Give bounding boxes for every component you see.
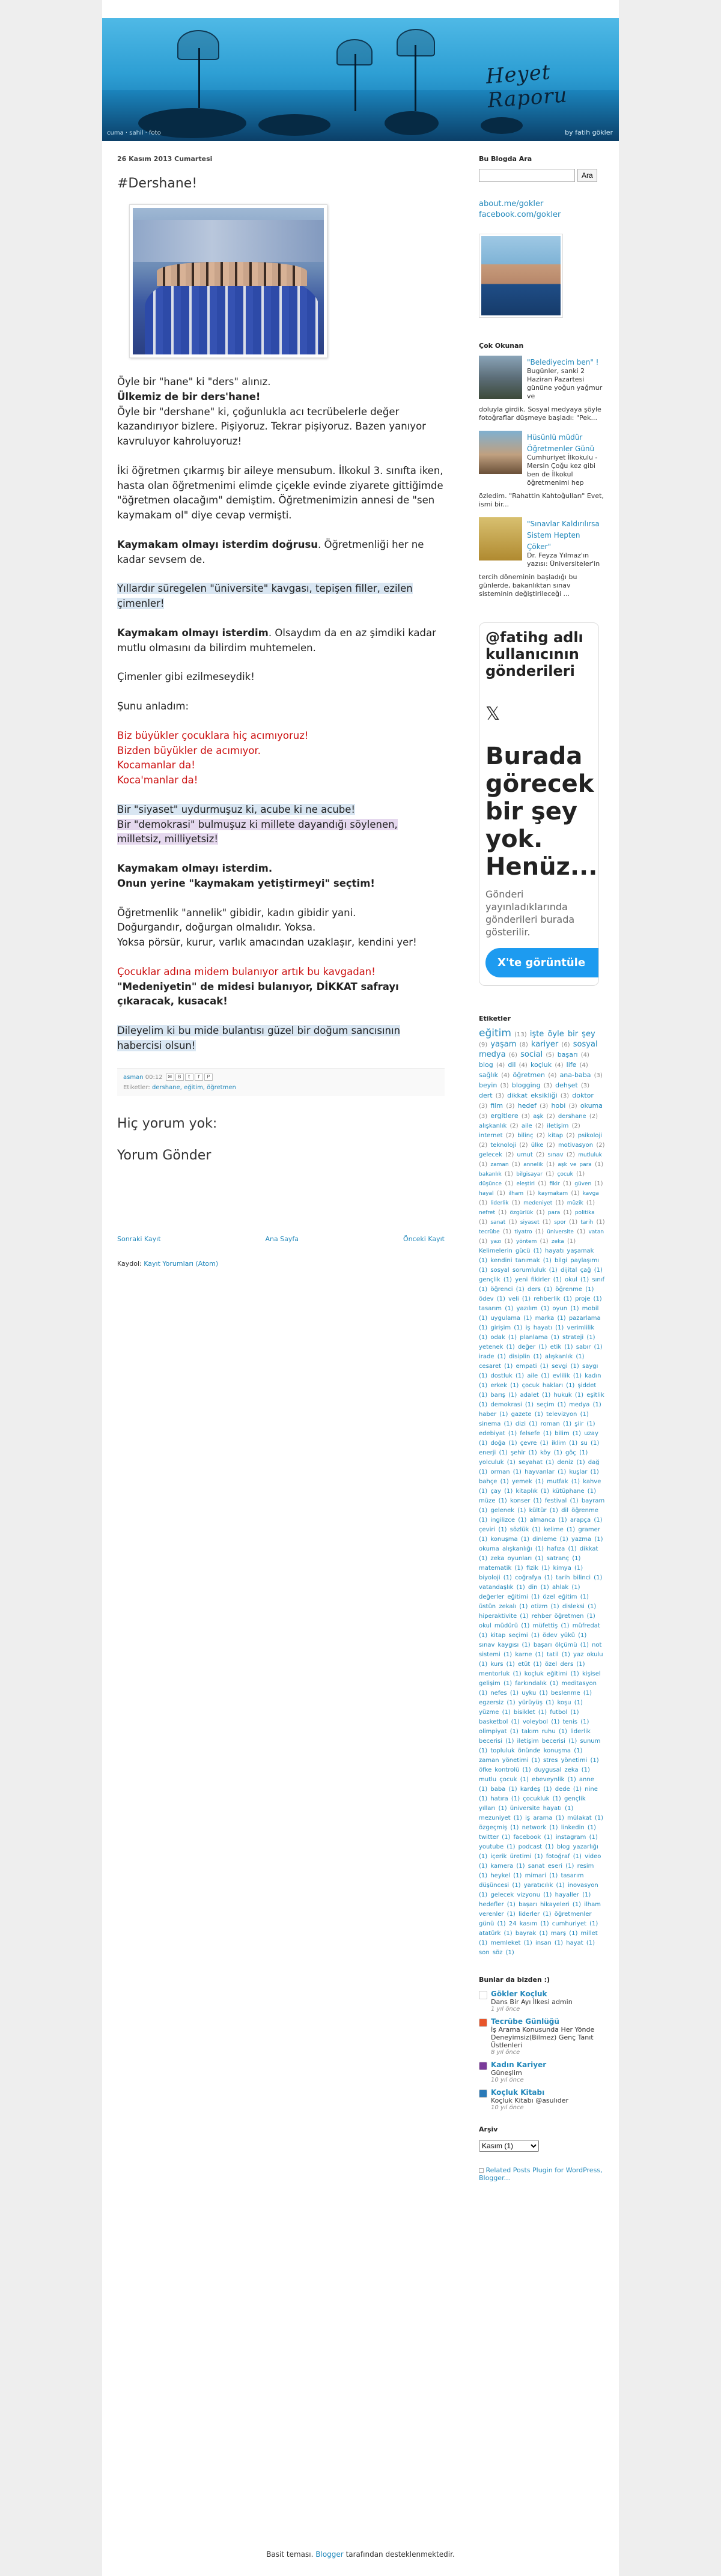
label-link[interactable]: okuma xyxy=(580,1102,603,1110)
label-count: (1) xyxy=(546,1161,555,1168)
paragraph xyxy=(117,861,445,892)
blog-updated: 10 yıl önce xyxy=(491,2104,524,2111)
paragraph: İki öğretmen çıkarmış bir aileye mensubum. İlkokul 3. sınıfta iken, hasta olan öğretmenimi elimde çiçekle evinde ziyarete gittiğimde "öğretmen olacağım" demiştim. Öğretmenimizin annesi de "sen kaymakam ol" diye cevap vermişti. xyxy=(117,464,443,521)
post-author-link[interactable]: asman xyxy=(123,1074,144,1081)
label-link[interactable]: film xyxy=(490,1102,503,1110)
popular-posts-title: Çok Okunan xyxy=(479,342,524,350)
label-count: (13) xyxy=(514,1031,527,1038)
popular-post-thumbnail[interactable] xyxy=(479,356,522,399)
post-footer xyxy=(117,1068,445,1096)
page xyxy=(102,0,619,2576)
label-count: (1) xyxy=(563,1209,572,1216)
x-timeline-title[interactable]: @fatihg adlı kullanıcının gönderileri xyxy=(485,629,583,679)
bold-text: Onun yerine "kaymakam yetiştirmeyi" seçtim! xyxy=(117,877,375,889)
blog-favicon-icon xyxy=(479,2019,487,2027)
label-count: (1) xyxy=(496,1190,505,1197)
label-link[interactable]: umut xyxy=(517,1152,533,1158)
label-count: (1) xyxy=(479,1238,488,1245)
blog-header[interactable] xyxy=(102,18,619,141)
comments-heading xyxy=(117,1116,445,1163)
home-link[interactable]: Ana Sayfa xyxy=(265,1235,299,1243)
label-count: (3) xyxy=(568,1103,577,1110)
blog-favicon-icon xyxy=(479,2062,487,2070)
label-link[interactable]: nefret xyxy=(479,1210,495,1216)
label-link[interactable]: dert xyxy=(479,1092,493,1099)
label-link[interactable]: tiyatro xyxy=(514,1229,532,1235)
label-link[interactable]: dehşet xyxy=(555,1081,578,1089)
blog-title[interactable]: Heyet Raporu xyxy=(485,60,568,113)
label-count: (1) xyxy=(504,1238,513,1245)
post-meta xyxy=(123,1074,439,1081)
label-count: (4) xyxy=(548,1072,557,1079)
post-title: #Dershane! xyxy=(117,176,198,191)
label-link[interactable]: yaşam xyxy=(490,1040,517,1049)
label-link[interactable]: zeka xyxy=(551,1239,564,1245)
label-count: (2) xyxy=(566,1152,576,1158)
main-column xyxy=(117,155,445,1268)
subscribe-line xyxy=(117,1260,445,1268)
blog-favicon-icon xyxy=(479,2089,487,2098)
label-link[interactable]: tecrübe xyxy=(479,1229,500,1235)
blog-list-item xyxy=(479,2088,605,2111)
label-link[interactable]: işte öyle bir şey xyxy=(529,1030,595,1039)
label-link[interactable]: siyaset xyxy=(520,1220,540,1226)
popular-post-thumbnail[interactable] xyxy=(479,431,522,474)
label-link[interactable]: sosyal medya xyxy=(479,1040,598,1059)
text: . Olsaydım da en az şimdiki kadar mutlu olmasını da bilirdim muhtemelen. xyxy=(117,627,436,654)
blog-latest-post[interactable]: Güneşlim xyxy=(491,2069,522,2077)
blog-list-item xyxy=(479,1990,605,2012)
post-body xyxy=(117,375,445,1054)
text: Öyle bir "hane" ki "ders" alınız. xyxy=(117,376,271,387)
paragraph xyxy=(117,538,445,568)
label-count: (1) xyxy=(498,1209,507,1216)
label-link[interactable]: sınav xyxy=(547,1152,564,1158)
x-view-button[interactable]: X'te görüntüle xyxy=(485,948,599,977)
label-count: (3) xyxy=(500,1083,509,1089)
highlighted-text: Bir "demokrasi" bulmuşuz ki millete dayandığı söylenen, milletsiz, milliyetsiz! xyxy=(117,818,398,845)
facebook-link[interactable]: facebook.com/gokler xyxy=(479,210,561,219)
label-count: (1) xyxy=(596,1219,605,1226)
paragraph xyxy=(117,375,445,449)
popular-post xyxy=(479,517,605,568)
popular-post-title[interactable]: "Belediyecim ben" ! xyxy=(527,358,599,366)
header-rock xyxy=(385,111,439,135)
blog-description: by fatih gökler xyxy=(565,129,613,136)
label-link[interactable]: spor xyxy=(554,1220,566,1226)
label-count: (1) xyxy=(562,1180,572,1187)
label-link[interactable]: doktor xyxy=(572,1092,594,1099)
older-post-link[interactable]: Önceki Kayıt xyxy=(403,1235,445,1243)
highlighted-text: Dileyelim ki bu mide bulantısı güzel bir doğum sancısının habercisi olsun! xyxy=(117,1025,401,1051)
red-line: Bizden büyükler de acımıyor. xyxy=(117,744,261,756)
label-count: (1) xyxy=(479,1219,488,1226)
text: Yoksa pörsür, kurur, varlık amacından uzaklaşır, kendini yer! xyxy=(117,937,417,948)
label-count: (2) xyxy=(510,1123,519,1129)
paragraph xyxy=(117,582,445,612)
label-count: (2) xyxy=(479,1142,488,1149)
related-posts-link[interactable]: Related Posts Plugin for WordPress, Blogger... xyxy=(479,2166,603,2182)
post-time[interactable]: 00:12 xyxy=(145,1074,163,1081)
twitter-share-icon[interactable]: t xyxy=(185,1074,193,1081)
highlighted-text: Yıllardır süregelen "üniversite" kavgası, tepişen filler, ezilen çimenler! xyxy=(117,583,413,609)
label-link[interactable]: eleştiri xyxy=(516,1181,535,1187)
label-count: (4) xyxy=(579,1062,588,1069)
popular-post-text xyxy=(527,431,605,487)
blog-pager xyxy=(117,1235,445,1243)
archive-select[interactable] xyxy=(479,2140,539,2152)
paragraph xyxy=(117,803,445,847)
label-count: (1) xyxy=(586,1200,595,1206)
popular-post xyxy=(479,431,605,487)
x-logo-icon: 𝕏 xyxy=(485,703,500,724)
label-link[interactable]: iletişim xyxy=(547,1123,569,1129)
label-link[interactable]: dikkat eksikliği xyxy=(507,1092,558,1099)
label-count: (2) xyxy=(571,1123,580,1129)
text: . Öğretmenliği her ne kadar sevsem de. xyxy=(117,538,424,565)
header-rock xyxy=(481,117,523,134)
label-link[interactable]: medeniyet xyxy=(523,1200,553,1206)
x-empty-text: Gönderi yayınladıklarında gönderileri burada gösterilir. xyxy=(485,889,575,938)
label-count: (2) xyxy=(596,1142,605,1149)
blog-list-item xyxy=(479,2061,605,2083)
popular-post-snippet-rest: doluyla girdik. Sosyal medyaya şöyle fotoğraflar düşmeye başladı: "Pek... xyxy=(479,406,601,422)
label-link[interactable]: çocuk xyxy=(557,1171,573,1177)
label-link[interactable]: blogging xyxy=(511,1081,541,1089)
label-count: (3) xyxy=(594,1072,603,1079)
label-count: (2) xyxy=(505,1132,514,1139)
post-comment-heading: Yorum Gönder xyxy=(117,1147,211,1163)
blog-list-text xyxy=(491,2017,605,2056)
label-link[interactable]: teknoloji xyxy=(490,1142,517,1149)
facebook-share-icon[interactable]: f xyxy=(195,1074,203,1081)
label-count: (1) xyxy=(526,1190,535,1197)
related-posts-widget xyxy=(479,2166,605,2182)
label-count: (2) xyxy=(546,1113,555,1120)
blog-list-text xyxy=(491,1990,573,2012)
blog-favicon-icon xyxy=(479,1991,487,1999)
label-count: (3) xyxy=(479,1113,488,1120)
label-link[interactable]: başarı xyxy=(557,1051,578,1059)
blog-latest-post[interactable]: İş Arama Konusunda Her Yönde Deneyimsiz(Bilmez) Genç Tanıt Üstlenleri xyxy=(491,2026,595,2049)
red-line: Biz büyükler çocuklara hiç acımıyoruz! xyxy=(117,729,309,741)
text: Öğretmenlik "annelik" gibidir, kadın gibidir yani. xyxy=(117,907,356,919)
blog-name-link[interactable]: Koçluk Kitabı xyxy=(491,2088,545,2097)
label-count: (4) xyxy=(496,1062,505,1069)
label-link[interactable]: kaymakam xyxy=(538,1191,568,1197)
label-count: (1) xyxy=(538,1180,547,1187)
label-count: (3) xyxy=(495,1093,504,1099)
label-count: (3) xyxy=(560,1093,570,1099)
label-count: (3) xyxy=(543,1083,552,1089)
label-count: (1) xyxy=(577,1229,586,1235)
subscribe-prefix: Kaydol: xyxy=(117,1259,142,1268)
post-labels xyxy=(123,1084,439,1091)
blog-list-item xyxy=(479,2017,605,2056)
popular-post-title[interactable]: Hüsünlü müdür Öğretmenler Günü xyxy=(527,433,595,453)
label-cloud-more[interactable]: Kelimelerin gücü (1) hayatı yaşamak (1) kendini tanımak (1) bilgi paylaşımı (1) sosyal sorumluluk (1) dijital çağ (1) gençlik (1) yeni fikirler (1) okul (1) sınıf (1) öğrenci (1) ders (1) öğrenme (1) ödev (1) veli (1) rehberlik (1) proje (1) tasarım (1) yazılım (1) oyun (1) mobil (1) uygulama (1) marka (1) pazarlama (1) girişim (1) iş hayatı (1) verimlilik (1) odak (1) planlama (1) strateji (1) yetenek (1) değer (1) etik (1) sabır (1) irade (1) disiplin (1) alışkanlık (1) cesaret (1) empati (1) sevgi (1) saygı (1) dostluk (1) aile (1) evlilik (1) kadın (1) erkek (1) çocuk hakları (1) şiddet (1) barış (1) adalet (1) hukuk (1) eşitlik (1) demokrasi (1) seçim (1) medya (1) haber (1) gazete (1) televizyon (1) sinema (1) dizi (1) roman (1) şiir (1) edebiyat (1) felsefe (1) bilim (1) uzay (1) doğa (1) çevre (1) iklim (1) su (1) enerji (1) şehir (1) köy (1) göç (1) yolculuk (1) seyahat (1) deniz (1) dağ (1) orman (1) hayvanlar (1) kuşlar (1) bahçe (1) yemek (1) mutfak (1) kahve (1) çay (1) kitaplık (1) kütüphane (1) müze (1) konser (1) festival (1) bayram (1) gelenek (1) kültür (1) dil öğrenme (1) ingilizce (1) almanca (1) arapça (1) çeviri (1) sözlük (1) kelime (1) gramer (1) konuşma (1) dinleme (1) yazma (1) okuma alışkanlığı (1) hafıza (1) dikkat (1) zeka oyunları (1) satranç (1) matematik (1) fizik (1) kimya (1) biyoloji (1) coğrafya (1) tarih bilinci (1) vatandaşlık (1) din (1) ahlak (1) değerler eğitimi (1) özel eğitim (1) üstün zekalı (1) otizm (1) disleksi (1) hiperaktivite (1) rehber öğretmen (1) okul müdürü (1) müfettiş (1) müfredat (1) kitap seçimi (1) ödev yükü (1) sınav kaygısı (1) başarı ölçümü (1) not sistemi (1) karne (1) tatil (1) yaz okulu (1) kurs (1) etüt (1) özel ders (1) mentorluk (1) koçluk eğitimi (1) kişisel gelişim (1) farkındalık (1) meditasyon (1) nefes (1) uyku (1) beslenme (1) egzersiz (1) yürüyüş (1) koşu (1) yüzme (1) bisiklet (1) futbol (1) basketbol (1) voleybol (1) tenis (1) olimpiyat (1) takım ruhu (1) liderlik becerisi (1) iletişim becerisi (1) sunum (1) topluluk önünde konuşma (1) zaman yönetimi (1) stres yönetimi (1) öfke kontrolü (1) duygusal zeka (1) mutlu çocuk (1) ebeveynlik (1) anne (1) baba (1) kardeş (1) dede (1) nine (1) hatıra (1) çocukluk (1) gençlik yılları (1) üniversite hayatı (1) mezuniyet (1) iş arama (1) mülakat (1) özgeçmiş (1) network (1) linkedin (1) twitter (1) facebook (1) instagram (1) youtube (1) podcast (1) blog yazarlığı (1) içerik üretimi (1) fotoğraf (1) video (1) kamera (1) sanat eseri (1) resim (1) heykel (1) mimari (1) tasarım düşüncesi (1) yaratıcılık (1) inovasyon (1) gelecek vizyonu (1) hayaller (1) hedefler (1) başarı hikayeleri (1) ilham verenler (1) liderler (1) öğretmenler günü (1) 24 kasım (1) cumhuriyet (1) atatürk (1) bayrak (1) marş (1) millet (1) memleket (1) insan (1) hayat (1) son söz (1) xyxy=(479,1248,605,1956)
label-count: (1) xyxy=(576,1171,585,1177)
label-link[interactable]: beyin xyxy=(479,1081,497,1089)
label-link[interactable]: para xyxy=(547,1210,561,1216)
label-link[interactable]: vatan xyxy=(588,1229,604,1235)
label-link[interactable]: yazı xyxy=(490,1239,502,1245)
text: Doğurgandır, doğurgan olmalıdır. Yoksa. xyxy=(117,922,316,934)
profile-photo[interactable] xyxy=(479,234,563,318)
label-count: (3) xyxy=(521,1113,531,1120)
label-count: (2) xyxy=(535,1152,545,1158)
label-link[interactable]: koçluk xyxy=(530,1061,552,1069)
label-count: (4) xyxy=(580,1052,589,1059)
label-link[interactable]: zaman xyxy=(490,1162,509,1168)
credit-suffix: tarafından desteklenmektedir. xyxy=(345,2550,455,2559)
label-count: (2) xyxy=(505,1152,514,1158)
red-line: Çocuklar adına midem bulanıyor artık bu kavgadan! xyxy=(117,965,376,977)
label-link[interactable]: internet xyxy=(479,1132,503,1139)
label-count: (1) xyxy=(508,1219,517,1226)
label-cloud xyxy=(479,1028,605,1247)
label-count: (2) xyxy=(536,1132,545,1139)
popular-post-snippet: Bugünler, sanki 2 Haziran Pazartesi gününe yoğun yağmur ve xyxy=(527,367,603,400)
broken-image-icon xyxy=(479,2168,484,2173)
label-link[interactable]: gelecek xyxy=(479,1152,502,1158)
label-link[interactable]: öğretmen xyxy=(513,1071,546,1079)
label-count: (1) xyxy=(535,1229,544,1235)
label-count: (2) xyxy=(589,1113,598,1120)
blog-list-text xyxy=(491,2088,568,2111)
label-count: (1) xyxy=(511,1200,520,1206)
post-photo-image xyxy=(133,208,324,354)
label-link[interactable]: özgürlük xyxy=(510,1210,534,1216)
label-link[interactable]: fikir xyxy=(549,1181,560,1187)
label-count: (5) xyxy=(546,1052,555,1059)
label-link[interactable]: aşk xyxy=(533,1113,544,1120)
post-date: 26 Kasım 2013 Cumartesi xyxy=(117,155,213,163)
sidebar xyxy=(479,155,605,2182)
label-link[interactable]: bilinç xyxy=(517,1132,534,1139)
label-link[interactable]: sağlık xyxy=(479,1071,498,1079)
label-link[interactable]: psikoloji xyxy=(577,1132,603,1139)
label-link[interactable]: eğitim xyxy=(479,1027,511,1039)
paragraph xyxy=(117,906,445,950)
label-link[interactable]: kariyer xyxy=(531,1040,559,1049)
email-share-icon[interactable]: ✉ xyxy=(166,1074,174,1081)
label-link[interactable]: hayal xyxy=(479,1191,494,1197)
label-count: (1) xyxy=(479,1161,488,1168)
text: Öyle bir "dershane" ki, çoğunlukla acı tecrübelerle değer kazandırıyor bizlere. Pişiyoruz. Tekrar pişiyoruz. Bazen yanıyor kavruluyor kahroluyoruz! xyxy=(117,406,426,447)
label-link[interactable]: bilgisayar xyxy=(516,1171,543,1177)
post-labels-links[interactable]: dershane, eğitim, öğretmen xyxy=(151,1084,236,1091)
popular-post-snippet: Cumhuriyet İlkokulu - Mersin Çoğu kez gibi ben de İlkokul öğretmenimi hep xyxy=(527,454,598,487)
label-link[interactable]: politika xyxy=(574,1210,595,1216)
blog-name-link[interactable]: Gökler Koçluk xyxy=(491,1990,547,1998)
bold-text: Kaymakam olmayı isterdim. xyxy=(117,863,273,874)
x-timeline-embed xyxy=(479,622,599,986)
post-photo[interactable] xyxy=(129,204,327,358)
popular-posts xyxy=(479,356,605,598)
label-link[interactable]: life xyxy=(566,1061,577,1069)
header-left-note: cuma · sahil · foto xyxy=(107,130,161,136)
label-count: (1) xyxy=(542,1219,552,1226)
bold-text: Kaymakam olmayı isterdim doğrusu xyxy=(117,538,318,550)
label-count: (2) xyxy=(535,1123,544,1129)
blog-name-link[interactable]: Tecrübe Günlüğü xyxy=(491,2017,559,2026)
label-link[interactable]: motivasyon xyxy=(558,1142,594,1149)
label-link[interactable]: üniversite xyxy=(547,1229,574,1235)
popular-post-title[interactable]: "Sınavlar Kaldırılırsa Sistem Hepten Çöker" xyxy=(527,520,600,551)
label-count: (8) xyxy=(519,1042,528,1048)
search-widget-title: Bu Blogda Ara xyxy=(479,155,532,163)
popular-post-snippet-rest: özledim. "Rahattin Kahtoğulları" Evet, ismi bir... xyxy=(479,492,604,508)
popular-post-thumbnail[interactable] xyxy=(479,517,522,560)
label-link[interactable]: social xyxy=(520,1050,543,1059)
bold-text: Ülkemiz de bir ders'hane! xyxy=(117,390,261,402)
blog-this-icon[interactable]: B xyxy=(175,1074,184,1081)
label-count: (3) xyxy=(506,1103,515,1110)
label-count: (3) xyxy=(540,1103,549,1110)
label-link[interactable]: kitap xyxy=(548,1132,564,1139)
label-count: (2) xyxy=(546,1142,555,1149)
x-empty-heading: Burada görecek bir şey yok. Henüz... xyxy=(485,743,598,881)
red-paragraph xyxy=(117,729,445,788)
label-link[interactable]: tarih xyxy=(580,1220,594,1226)
label-link[interactable]: bakanlık xyxy=(479,1171,502,1177)
bold-text: "Medeniyetin" de midesi bulanıyor, DİKKAT safrayı çıkaracak, kusacak! xyxy=(117,980,399,1007)
credit-prefix: Basit teması. xyxy=(266,2550,314,2559)
profile-links xyxy=(479,199,605,220)
label-count: (4) xyxy=(555,1062,564,1069)
highlighted-text: Bir "siyaset" uydurmuşuz ki, acube ki ne acube! xyxy=(117,803,356,815)
header-rock xyxy=(258,114,330,136)
blog-list-text xyxy=(491,2061,546,2083)
bold-text: Kaymakam olmayı isterdim xyxy=(117,627,269,639)
label-count: (1) xyxy=(546,1171,555,1177)
header-figure-wings xyxy=(336,39,373,65)
label-link[interactable]: blog xyxy=(479,1061,493,1069)
label-count: (6) xyxy=(561,1042,570,1048)
label-count: (1) xyxy=(479,1200,488,1206)
label-count: (1) xyxy=(502,1229,512,1235)
label-count: (1) xyxy=(555,1200,564,1206)
profile-photo-image xyxy=(481,236,561,315)
archive-title: Arşiv xyxy=(479,2125,498,2133)
popular-post-text xyxy=(527,517,605,568)
red-line: Kocamanlar da! xyxy=(117,759,195,771)
attribution xyxy=(102,2550,619,2559)
popular-post-snippet-rest: tercih döneminin başladığı bu günlerde, bakanlıktan sınav sisteminin değiştirileceği ... xyxy=(479,573,577,598)
search-widget xyxy=(479,169,605,182)
label-count: (9) xyxy=(479,1042,488,1048)
label-link[interactable]: düşünce xyxy=(479,1181,502,1187)
label-link[interactable]: hobi xyxy=(551,1102,566,1110)
paragraph xyxy=(117,1024,445,1054)
label-count: (4) xyxy=(501,1072,510,1079)
label-link[interactable]: dil xyxy=(508,1061,516,1069)
label-link[interactable]: mutluluk xyxy=(578,1152,602,1158)
paragraph xyxy=(117,626,445,656)
label-link[interactable]: ilham xyxy=(508,1191,524,1197)
blog-updated: 1 yıl önce xyxy=(491,2006,520,2012)
label-count: (4) xyxy=(519,1062,528,1069)
paragraph: Şunu anladım: xyxy=(117,700,189,712)
label-count: (1) xyxy=(569,1219,578,1226)
label-link[interactable]: ana-baba xyxy=(559,1071,591,1079)
header-figure-wings xyxy=(397,29,435,56)
label-count: (1) xyxy=(595,1161,604,1168)
label-link[interactable]: sanat xyxy=(490,1220,506,1226)
popular-post xyxy=(479,356,605,401)
blogger-link[interactable]: Blogger xyxy=(315,2550,344,2559)
label-link[interactable]: güven xyxy=(574,1181,592,1187)
label-count: (1) xyxy=(594,1180,603,1187)
blog-latest-post[interactable]: Dans Bir Ayı İlkesi admin xyxy=(491,1998,573,2006)
labels-prefix: Etiketler: xyxy=(123,1084,150,1091)
search-button[interactable]: Ara xyxy=(577,169,597,182)
label-count: (1) xyxy=(511,1161,520,1168)
popular-post-snippet: Dr. Feyza Yılmaz'ın yazısı: Üniversiteler'in xyxy=(527,551,600,568)
label-count: (3) xyxy=(580,1083,590,1089)
label-count: (2) xyxy=(566,1132,575,1139)
blog-updated: 8 yıl önce xyxy=(491,2049,520,2056)
popular-post-text xyxy=(527,356,605,401)
label-count: (1) xyxy=(504,1171,514,1177)
labels-title: Etiketler xyxy=(479,1015,511,1022)
blog-list xyxy=(479,1990,605,2111)
label-link[interactable]: annelik xyxy=(523,1162,543,1168)
paragraph: Çimenler gibi ezilmeseydik! xyxy=(117,671,255,683)
label-count: (1) xyxy=(567,1238,576,1245)
label-link[interactable]: ülke xyxy=(531,1142,544,1149)
no-comments-label: Hiç yorum yok: xyxy=(117,1116,218,1131)
label-count: (1) xyxy=(540,1238,549,1245)
label-count: (1) xyxy=(536,1209,545,1216)
blog-latest-post[interactable]: Koçluk Kitabı @asulıder xyxy=(491,2097,569,2104)
pinterest-share-icon[interactable]: P xyxy=(204,1074,213,1081)
blog-list-title: Bunlar da bizden :) xyxy=(479,1976,550,1984)
subscribe-link[interactable]: Kayıt Yorumları (Atom) xyxy=(144,1259,219,1268)
label-count: (1) xyxy=(505,1180,514,1187)
label-link[interactable]: ergitlere xyxy=(490,1112,519,1120)
newer-post-link[interactable]: Sonraki Kayıt xyxy=(117,1235,161,1243)
label-link[interactable]: aile xyxy=(521,1123,532,1129)
label-link[interactable]: müzik xyxy=(567,1200,583,1206)
search-input[interactable] xyxy=(479,169,575,182)
header-figure-wings xyxy=(177,30,219,60)
label-link[interactable]: yöntem xyxy=(516,1239,537,1245)
label-link[interactable]: dershane xyxy=(558,1113,586,1120)
paragraph xyxy=(117,965,445,1009)
label-link[interactable]: aşk ve para xyxy=(558,1162,592,1168)
blog-updated: 10 yıl önce xyxy=(491,2077,524,2083)
about-me-link[interactable]: about.me/gokler xyxy=(479,199,544,208)
label-link[interactable]: alışkanlık xyxy=(479,1123,507,1129)
label-count: (6) xyxy=(508,1052,517,1059)
label-count: (3) xyxy=(479,1103,488,1110)
label-link[interactable]: kavga xyxy=(582,1191,599,1197)
label-link[interactable]: liderlik xyxy=(490,1200,509,1206)
label-link[interactable]: hedef xyxy=(517,1102,537,1110)
label-count: (2) xyxy=(519,1142,528,1149)
label-count: (1) xyxy=(571,1190,580,1197)
blog-name-link[interactable]: Kadın Kariyer xyxy=(491,2061,547,2069)
red-line: Koca'manlar da! xyxy=(117,774,198,786)
